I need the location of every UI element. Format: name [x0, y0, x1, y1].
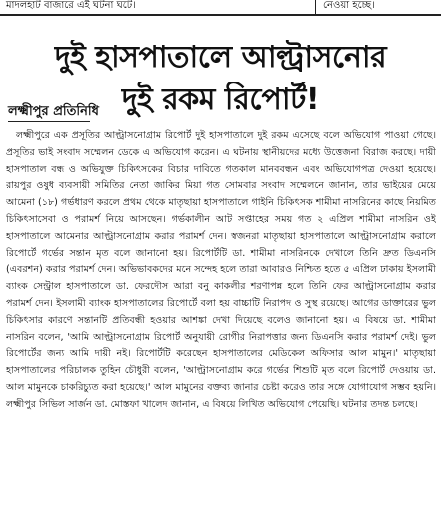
headline-line-2: দুই রকম রিপোর্ট! [121, 82, 320, 118]
article-body [6, 128, 436, 514]
byline: লক্ষ্মীপুর প্রতিনিধি [8, 104, 99, 119]
previous-article-tail-left: মাদলহাট বাজারে এই ঘটনা ঘটে। [6, 0, 136, 11]
headline-line-1: দুই হাসপাতালে আল্ট্রাসনোর [54, 40, 387, 76]
article-paragraph: লক্ষ্মীপুরে এক প্রসূতির আল্ট্রাসনোগ্রাম রিপোর্ট দুই হাসপাতালে দুই রকম এসেছে বলে অভিযোগ পাওয়া গেছে। প্রসূতির ভাই সংবাদ সম্মেলন ডেকে এ অভিযোগ করেন। এ ঘটনায় স্থানীয়দের মধ্যে উত্তেজনা বিরাজ করছে। দায়ী হাসপাতাল বন্ধ ও অভিযুক্ত চিকিৎসকের বিচার দাবিতে গতকাল মানববন্ধন এবং অভিযোগপত্র দেওয়া হয়েছে। রায়পুর ওষুধ ব্যবসায়ী সমিতির নেতা জাকির মিয়া গত সোমবার সংবাদ সম্মেলনে জানান, তার ভাইয়ের মেয়ে আমেনা (১৮) গর্ভধারণ করলে প্রথম থেকে মাতৃছায়া হাসপাতালে গাইনি চিকিৎসক শামীমা নাসরিনের কাছে নিয়মিত চিকিৎসাসেবা ও পরামর্শ নিয়ে আসছেন। গর্ভকালীন আট সপ্তাহের সময় গত ২ এপ্রিল শামীমা নাসরিন ওই হাসপাতালে আমেনার আল্ট্রাসনোগ্রাম করার পরামর্শ দেন। স্বজনরা মাতৃছায়া হাসপাতালে আল্ট্রাসনোগ্রাম করালে রিপোর্টে গর্ভের সন্তান মৃত বলে জানানো হয়। রিপোর্টটি ডা. শামীমা নাসরিনকে দেখালে তিনি দ্রুত ডিএনসি (এবরশন) করার পরামর্শ দেন। অভিভাবকদের মনে সন্দেহ হলে তারা আবারও নিশ্চিত হতে ৫ এপ্রিল ঢাকায় ইসলামী ব্যাংক সেন্ট্রাল হাসপাতালে ডা. ফেরদৌস আরা বনু কাকলীর শরণাপন্ন হলে তিনি ফের আল্ট্রাসনোগ্রাম করার পরামর্শ দেন। ইসলামী ব্যাংক হাসপাতালের রিপোর্টে বলা হয় বাচ্চাটি নিরাপদ ও সুস্থ রয়েছে। আগের ডাক্তারের ভুল চিকিৎসার কারণে সন্তানটি প্রতিবন্ধী হওয়ার আশঙ্কা দেখা দিয়েছে বলেও জানানো হয়। এ বিষয়ে ডা. শামীমা নাসরিন বলেন, 'আমি আল্ট্রাসনোগ্রাম রিপোর্ট অনুযায়ী রোগীর নিরাপত্তার জন্য ডিএনসি করার পরামর্শ দেই। ভুল রিপোর্টের জন্য আমি দায়ী নই। রিপোর্টটি করেছেন হাসপাতালের মেডিকেল অফিসার আল মামুন।' মাতৃছায়া হাসপাতালের পরিচালক তুহিন চৌধুরী বলেন, 'আল্ট্রাসনোগ্রাম করে গর্ভের শিশুটি মৃত বলে রিপোর্ট দেওয়ায় ডা. আল মামুনকে চাকরিচ্যুত করা হয়েছে।' আল মামুনের বক্তব্য জানার চেষ্টা করেও তার সঙ্গে যোগাযোগ সম্ভব হয়নি। লক্ষ্মীপুর সিভিল সার্জন ডা. মোস্তফা খালেদ জানান, এ বিষয়ে লিখিত অভিযোগ পেয়েছি। ঘটনার তদন্ত চলছে। [6, 130, 436, 410]
previous-article-strip [0, 0, 441, 14]
previous-article-tail-right: নেওয়া হচ্ছে। [323, 0, 375, 11]
column-divider [315, 0, 316, 14]
byline-underline [8, 121, 90, 122]
top-divider [0, 14, 441, 16]
